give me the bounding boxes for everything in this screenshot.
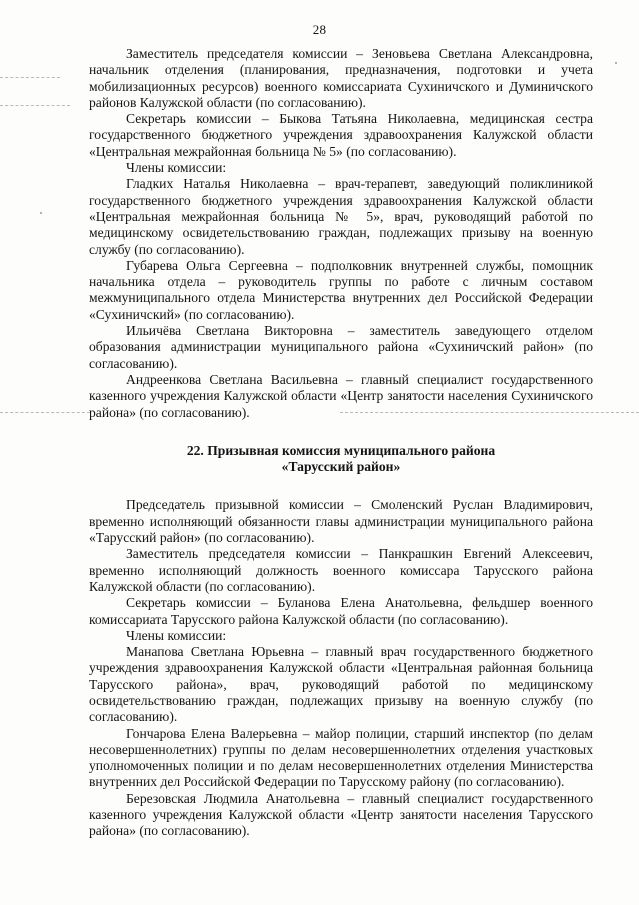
paragraph: Секретарь комиссии – Буланова Елена Анатольевна, фельдшер военного комиссариата Тарусского района Калужской области (по согласованию). [89, 595, 593, 627]
section-heading [89, 443, 593, 476]
scan-artifact-line [0, 412, 90, 413]
scan-artifact-dot [40, 212, 42, 214]
section-heading-line: 22. Призывная комиссия муниципального района [186, 442, 496, 458]
paragraph: Андреенкова Светлана Васильевна – главный специалист государственного казенного учреждения Калужской области «Центр занятости населения Сухиничского района» (по согласованию). [89, 371, 593, 420]
paragraph: Члены комиссии: [126, 627, 227, 643]
section-heading-line: «Тарусский район» [281, 459, 401, 475]
paragraph: Березовская Людмила Анатольевна – главный специалист государственного казенного учреждения Калужской области «Центр занятости населения Тарусского района» (по согласованию). [89, 790, 593, 839]
paragraph: Гладких Наталья Николаевна – врач-терапевт, заведующий поликлиникой государственного бюджетного учреждения здравоохранения Калужской области «Центральная межрайонная больница № 5», врач, руководящий работой по медицинскому освидетельствованию граждан, подлежащих призыву на военную службу (по согласованию). [89, 176, 593, 257]
paragraph: Губарева Ольга Сергеевна – подполковник внутренней службы, помощник начальника отдела – руководитель группы по работе с личным составом межмуниципального отдела Министерства внутренних дел Российской Федерации «Сухиничский» (по согласованию). [89, 257, 593, 322]
paragraph: Гончарова Елена Валерьевна – майор полиции, старший инспектор (по делам несовершеннолетних) группы по делам несовершеннолетних отделения участковых уполномоченных полиции и по делам несовершеннолетних отделения Министерства внутренних дел Российской Федерации по Тарусскому району (по согласованию). [89, 725, 593, 790]
document-body [89, 46, 593, 840]
paragraph: Заместитель председателя комиссии – Панкрашкин Евгений Алексеевич, временно исполняющий должность военного комиссара Тарусского района Калужской области (по согласованию). [89, 546, 593, 594]
scan-artifact-line [0, 77, 60, 78]
scan-artifact-line [0, 105, 70, 106]
scan-artifact-dot [615, 62, 617, 64]
paragraph: Секретарь комиссии – Быкова Татьяна Николаевна, медицинская сестра государственного бюджетного учреждения здравоохранения Калужской области «Центральная межрайонная больница № 5» (по согласованию). [89, 111, 593, 159]
paragraph: Председатель призывной комиссии – Смоленский Руслан Владимирович, временно исполняющий обязанности главы администрации муниципального района «Тарусский район» (по согласованию). [89, 497, 593, 546]
paragraph: Ильичёва Светлана Викторовна – заместитель заведующего отделом образования администрации муниципального района «Сухиничский район» (по согласованию). [89, 323, 593, 371]
paragraph: Члены комиссии: [126, 160, 227, 176]
paragraph: Заместитель председателя комиссии – Зеновьева Светлана Александровна, начальник отделения (планирования, предназначения, подготовки и учета мобилизационных ресурсов) военного комиссариата Сухиничского и Думиничского районов Калужской области (по согласованию). [89, 46, 593, 110]
paragraph: Манапова Светлана Юрьевна – главный врач государственного бюджетного учреждения здравоохранения Калужской области «Центральная районная больница Тарусского района», врач, руководящий работой по медицинскому освидетельствованию граждан, подлежащих призыву на военную службу (по согласованию). [89, 644, 593, 725]
page-number: 28 [312, 22, 327, 37]
